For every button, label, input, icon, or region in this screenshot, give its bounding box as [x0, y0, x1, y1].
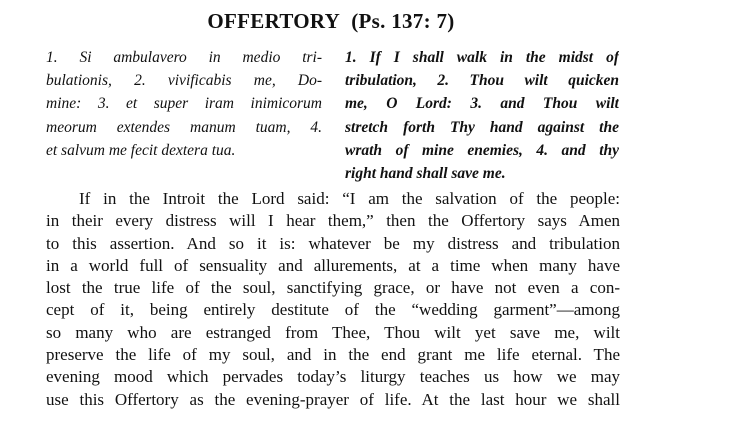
paragraph-line: to this assertion. And so it is: whatever be my distress and tribulation	[46, 233, 620, 253]
section-heading	[0, 9, 662, 34]
english-line: tribulation, 2. Thou wilt quicken	[345, 72, 619, 90]
paragraph-line: cept of it, being entirely destitute of the “wedding garment”—among	[46, 300, 620, 320]
paragraph-line: in a world full of sensuality and allurements, at a time when many have	[46, 255, 620, 275]
english-text-column	[345, 46, 619, 185]
latin-line: et salvum me fecit dextera tua.	[46, 141, 236, 159]
latin-line: mine: 3. et super iram inimicorum	[46, 95, 322, 113]
commentary-paragraph	[46, 188, 620, 411]
paragraph-line: If in the Introit the Lord said: “I am the salvation of the people:	[79, 189, 620, 208]
english-line: stretch forth Thy hand against the	[345, 118, 619, 136]
latin-line: meorum extendes manum tuam, 4.	[46, 118, 322, 136]
english-line: 1. If I shall walk in the midst of	[345, 49, 619, 66]
paragraph-line: lost the true life of the soul, sanctifying grace, or have not even a con-	[46, 278, 620, 298]
english-line: me, O Lord: 3. and Thou wilt	[345, 95, 619, 113]
latin-text-column	[46, 46, 322, 162]
paragraph-line: preserve the life of my soul, and in the end grant me life eternal. The	[46, 345, 620, 365]
paragraph-line: use this Offertory as the evening-prayer of life. At the last hour we shall	[46, 389, 620, 409]
latin-line: 1. Si ambulavero in medio tri-	[46, 49, 322, 66]
paragraph-line: evening mood which pervades today’s liturgy teaches us how we may	[46, 367, 620, 387]
heading-reference: (Ps. 137: 7)	[351, 9, 455, 33]
paragraph-line: in their every distress will I hear them,” then the Offertory says Amen	[46, 211, 620, 231]
heading-title: OFFERTORY	[207, 9, 341, 33]
latin-line: bulationis, 2. vivificabis me, Do-	[46, 72, 322, 90]
english-line: wrath of mine enemies, 4. and thy	[345, 141, 619, 159]
english-line: right hand shall save me.	[345, 164, 506, 182]
paragraph-line: so many who are estranged from Thee, Thou wilt yet save me, wilt	[46, 322, 620, 342]
